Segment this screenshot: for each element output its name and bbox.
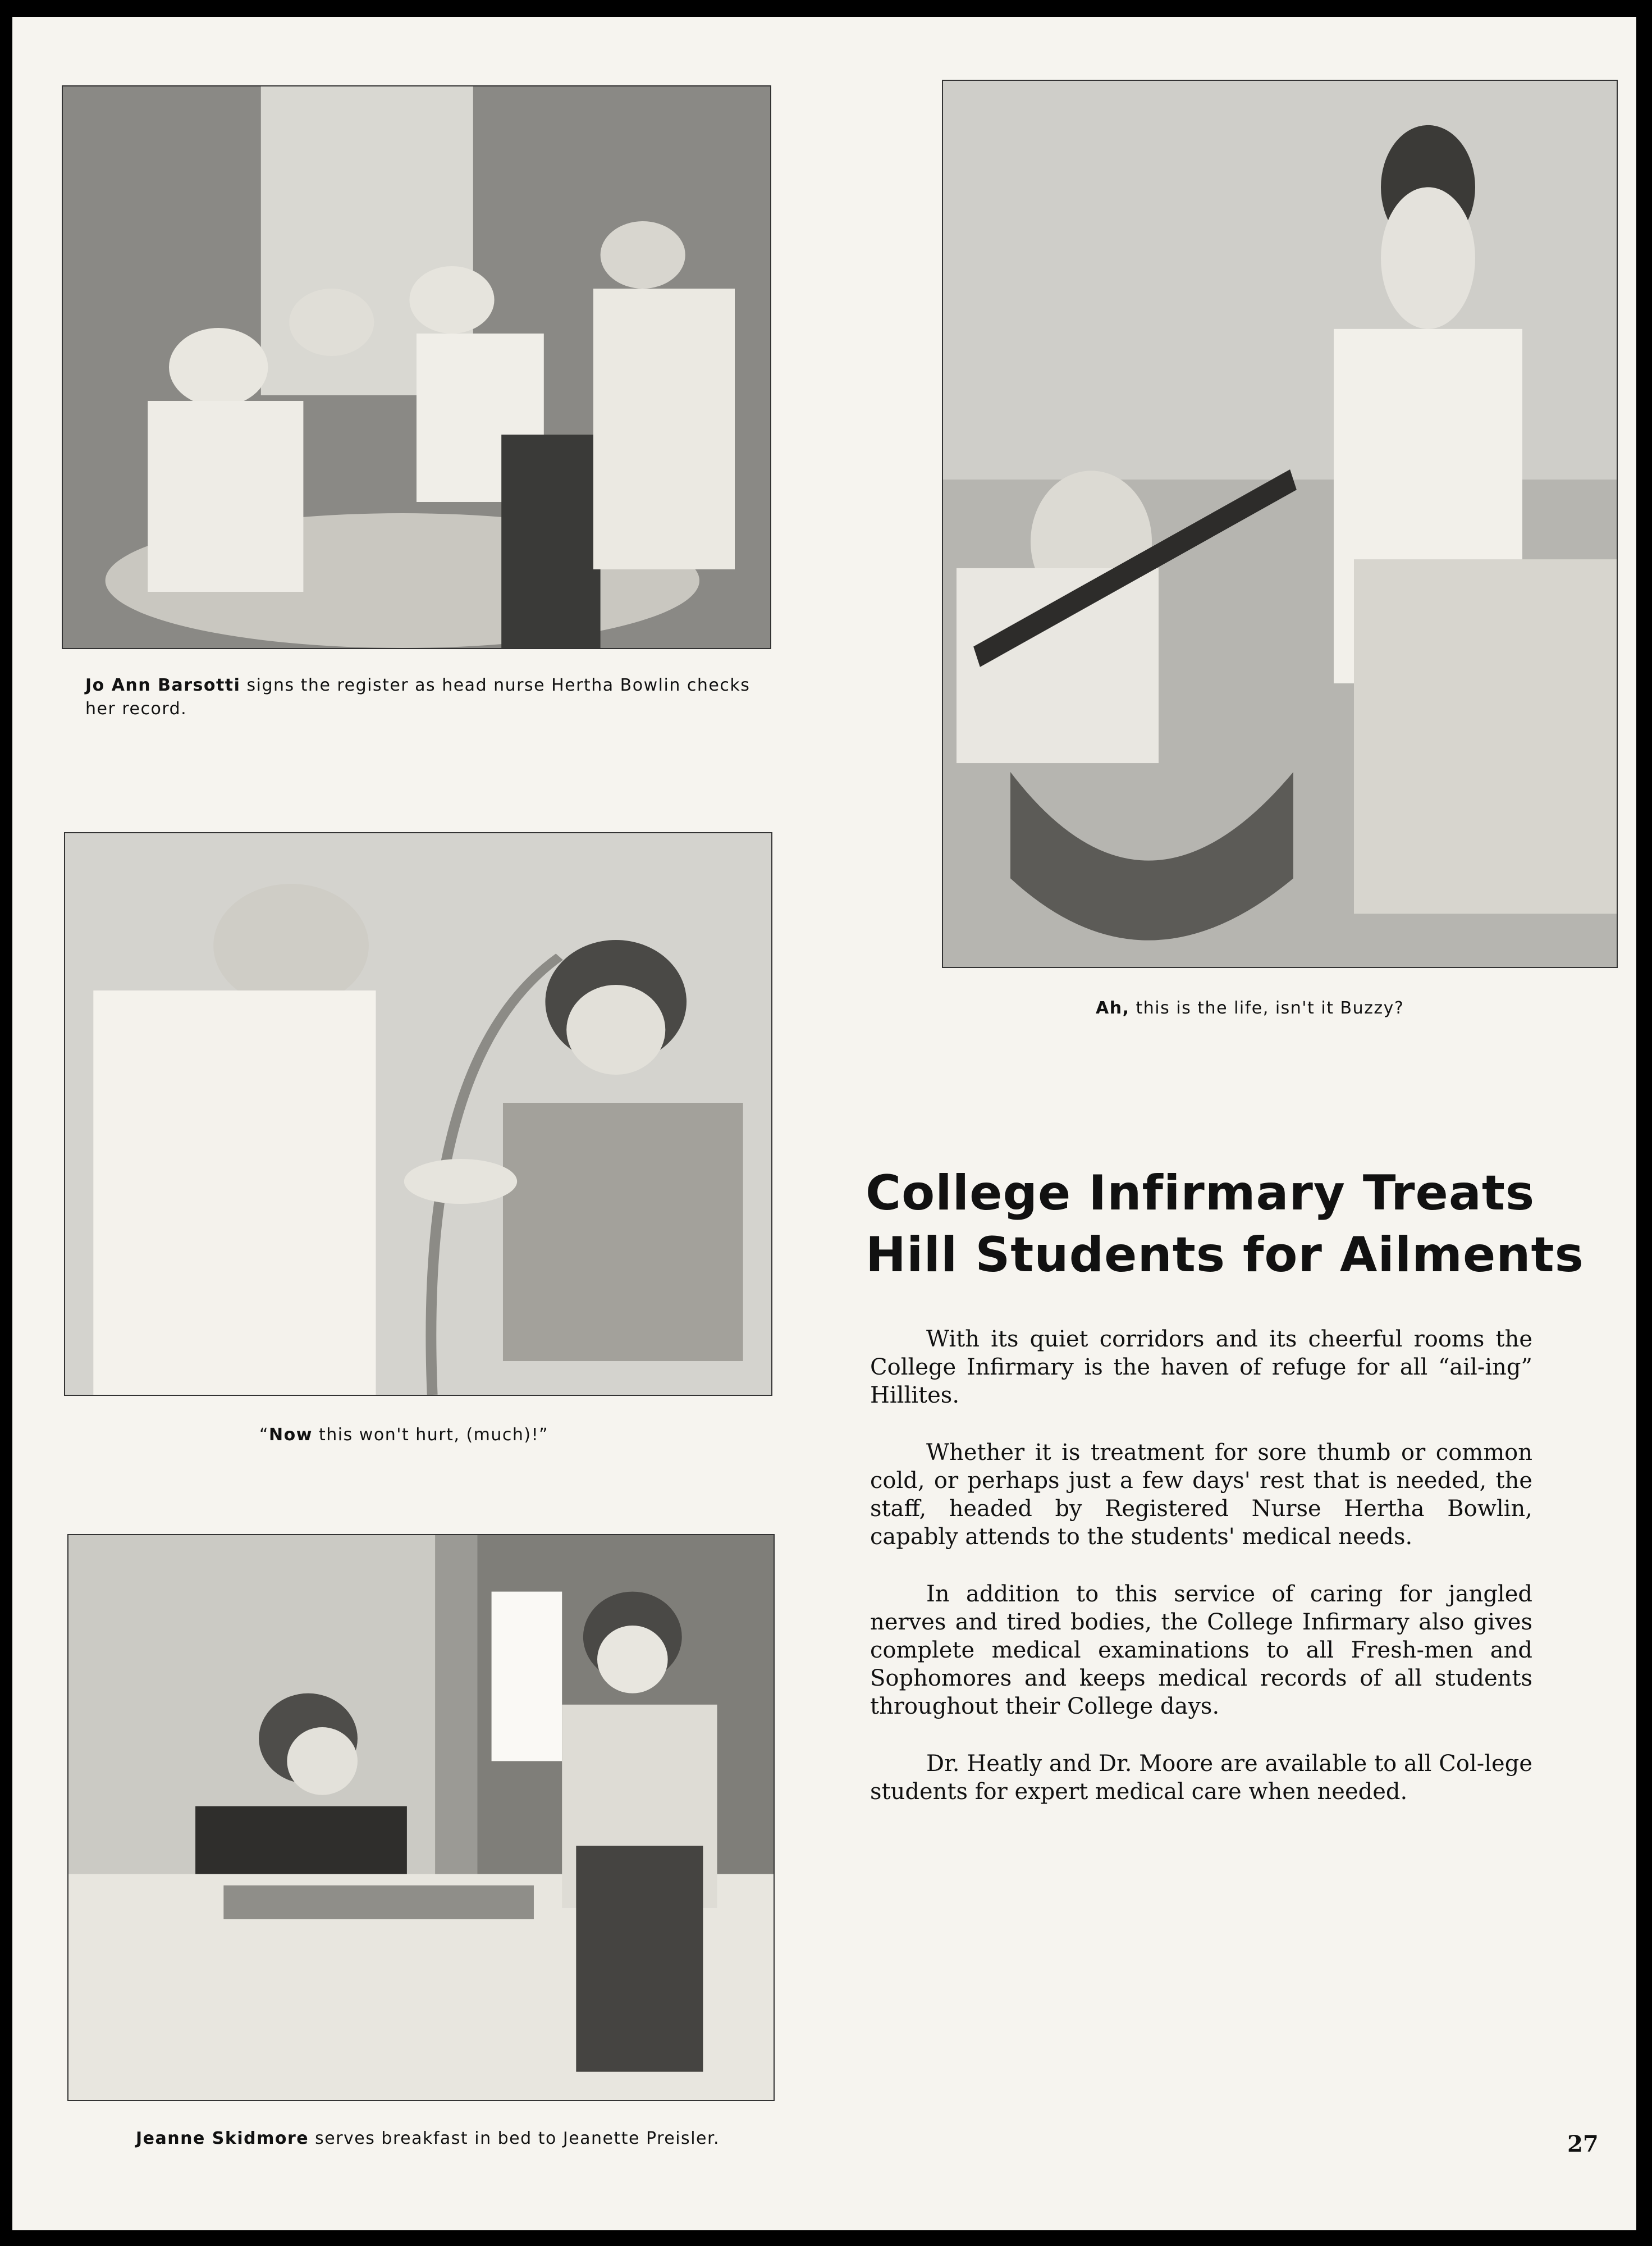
caption-breakfast bbox=[136, 2127, 753, 2151]
yearbook-page bbox=[12, 17, 1636, 2230]
caption-lamp-treatment-text: this is the life, isn't it Buzzy? bbox=[1129, 998, 1404, 1018]
photo-breakfast bbox=[67, 1534, 775, 2101]
article-title-line-2: Hill Students for Ailments bbox=[866, 1227, 1584, 1283]
article-paragraph: Dr. Heatly and Dr. Moore are available to all Col-lege students for expert medical care when needed. bbox=[870, 1751, 1532, 1805]
photo-injection-image bbox=[65, 833, 771, 1395]
article-title bbox=[866, 1162, 1584, 1286]
article-paragraph: Whether it is treatment for sore thumb or common cold, or perhaps just a few days' rest that is needed, the staff, headed by Registered Nurse Hertha Bowlin, capably attends to the students' medical needs. bbox=[870, 1440, 1532, 1550]
photo-injection bbox=[64, 832, 772, 1396]
caption-injection bbox=[259, 1423, 708, 1447]
photo-breakfast-image bbox=[68, 1535, 774, 2100]
photo-lamp-treatment bbox=[942, 80, 1618, 968]
article-paragraph: With its quiet corridors and its cheerful rooms the College Infirmary is the haven of refuge for all “ail-ing” Hillites. bbox=[870, 1326, 1532, 1408]
caption-injection-bold: Now bbox=[269, 1425, 313, 1445]
photo-register-image bbox=[63, 86, 770, 648]
photo-lamp-treatment-image bbox=[943, 81, 1617, 967]
caption-register bbox=[85, 674, 759, 721]
article-title-line-1: College Infirmary Treats bbox=[866, 1165, 1535, 1221]
page-number: 27 bbox=[1567, 2131, 1599, 2157]
caption-breakfast-text: serves breakfast in bed to Jeanette Preisler. bbox=[309, 2129, 720, 2148]
caption-breakfast-bold: Jeanne Skidmore bbox=[136, 2129, 309, 2148]
article-body bbox=[870, 1325, 1532, 1835]
caption-injection-open-quote: “ bbox=[259, 1425, 269, 1445]
caption-register-text: signs the register as head nurse Hertha Bowlin checks her record. bbox=[85, 675, 751, 719]
article-paragraph: In addition to this service of caring for jangled nerves and tired bodies, the College Infirmary also gives complete medical examinations to all Fresh-men and Sophomores and keeps medical records of all students throughout their College days. bbox=[870, 1581, 1532, 1719]
caption-lamp-treatment-bold: Ah, bbox=[1096, 998, 1130, 1018]
caption-lamp-treatment bbox=[1096, 997, 1601, 1020]
photo-register bbox=[62, 85, 771, 649]
caption-register-bold: Jo Ann Barsotti bbox=[85, 675, 241, 695]
caption-injection-text: this won't hurt, (much)!” bbox=[312, 1425, 549, 1445]
